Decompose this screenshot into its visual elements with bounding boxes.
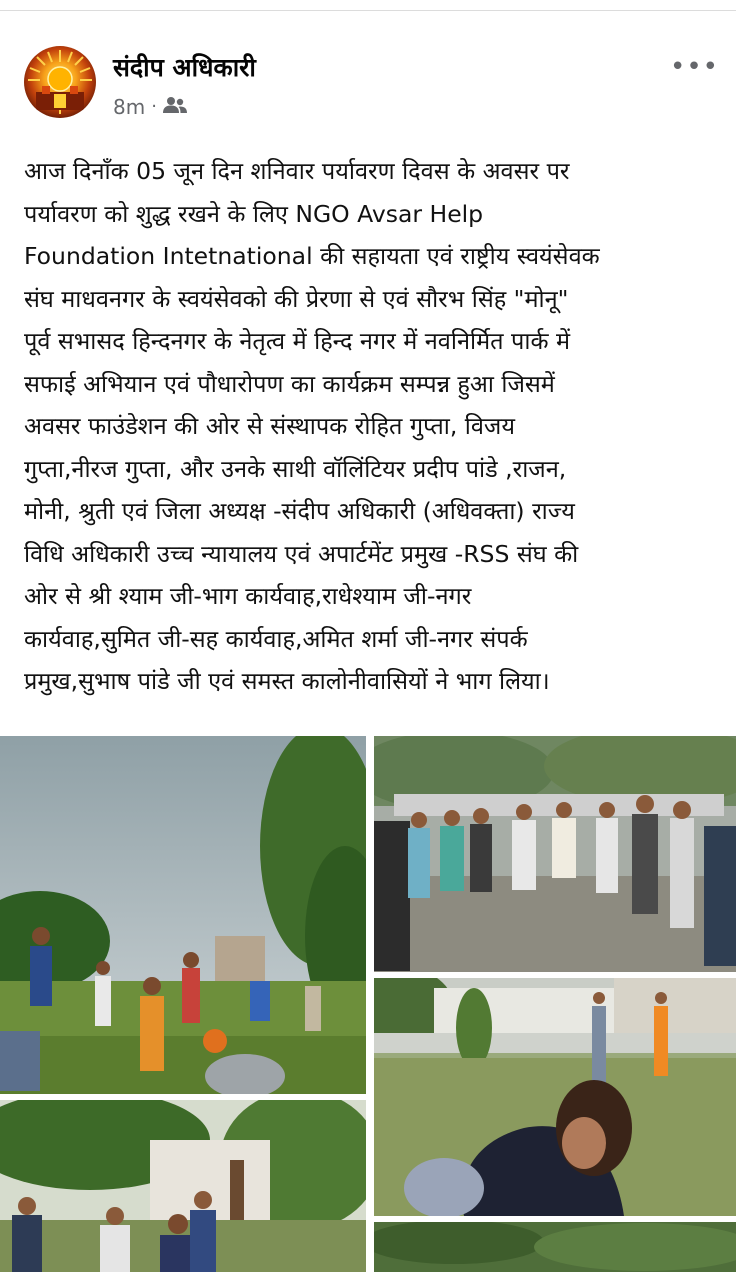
- post-text-line: आज दिनाँक 05 जून दिन शनिवार पर्यावरण दिवस के अवसर पर: [24, 157, 570, 185]
- post-text-line: मोनी, श्रुती एवं जिला अध्यक्ष -संदीप अधिकारी (अधिवक्ता) राज्य: [24, 497, 575, 525]
- post-photo-3[interactable]: [374, 978, 736, 1216]
- profile-avatar[interactable]: [24, 46, 96, 118]
- post-text-line: प्रमुख,सुभाष पांडे जी एवं समस्त कालोनीवासियों ने भाग लिया।: [24, 667, 550, 695]
- post-meta: [113, 94, 187, 120]
- post-text-line: Foundation Intetnational की सहायता एवं राष्ट्रीय स्वयंसेवक: [24, 242, 600, 270]
- top-divider: [0, 10, 736, 11]
- friends-icon[interactable]: [163, 94, 187, 120]
- post-text: [24, 150, 714, 703]
- meta-separator: ·: [151, 96, 157, 117]
- post-photo-4[interactable]: [0, 1100, 366, 1272]
- post-text-line: कार्यवाह,सुमित जी-सह कार्यवाह,अमित शर्मा जी-नगर संपर्क: [24, 624, 528, 653]
- post-text-line: पर्यावरण को शुद्ध रखने के लिए NGO Avsar Help: [24, 199, 484, 228]
- post-photo-1[interactable]: [0, 736, 366, 1094]
- post-text-line: सफाई अभियान एवं पौधारोपण का कार्यक्रम सम्पन्न हुआ जिसमें: [24, 369, 555, 398]
- post-author-name[interactable]: संदीप अधिकारी: [113, 53, 256, 82]
- post-text-line: विधि अधिकारी उच्च न्यायालय एवं अपार्टमेंट प्रमुख -RSS संघ की: [24, 539, 579, 568]
- post-text-line: गुप्ता,नीरज गुप्ता, और उनके साथी वॉलिंटियर प्रदीप पांडे ,राजन,: [24, 454, 567, 483]
- post-text-line: पूर्व सभासद हिन्दनगर के नेतृत्व में हिन्द नगर में नवनिर्मित पार्क में: [24, 327, 571, 355]
- post-photo-2[interactable]: [374, 736, 736, 972]
- post-text-line: संघ माधवनगर के स्वयंसेवको की प्रेरणा से एवं सौरभ सिंह "मोनू": [24, 284, 569, 313]
- post-timestamp[interactable]: 8m: [113, 95, 146, 119]
- post-photo-5[interactable]: [374, 1222, 736, 1272]
- sun-emblem-icon: [24, 46, 96, 118]
- post-text-line: अवसर फाउंडेशन की ओर से संस्थापक रोहित गुप्ता, विजय: [24, 412, 515, 440]
- post-text-line: ओर से श्री श्याम जी-भाग कार्यवाह,राधेश्याम जी-नगर: [24, 582, 472, 610]
- more-options-button[interactable]: •••: [670, 52, 720, 82]
